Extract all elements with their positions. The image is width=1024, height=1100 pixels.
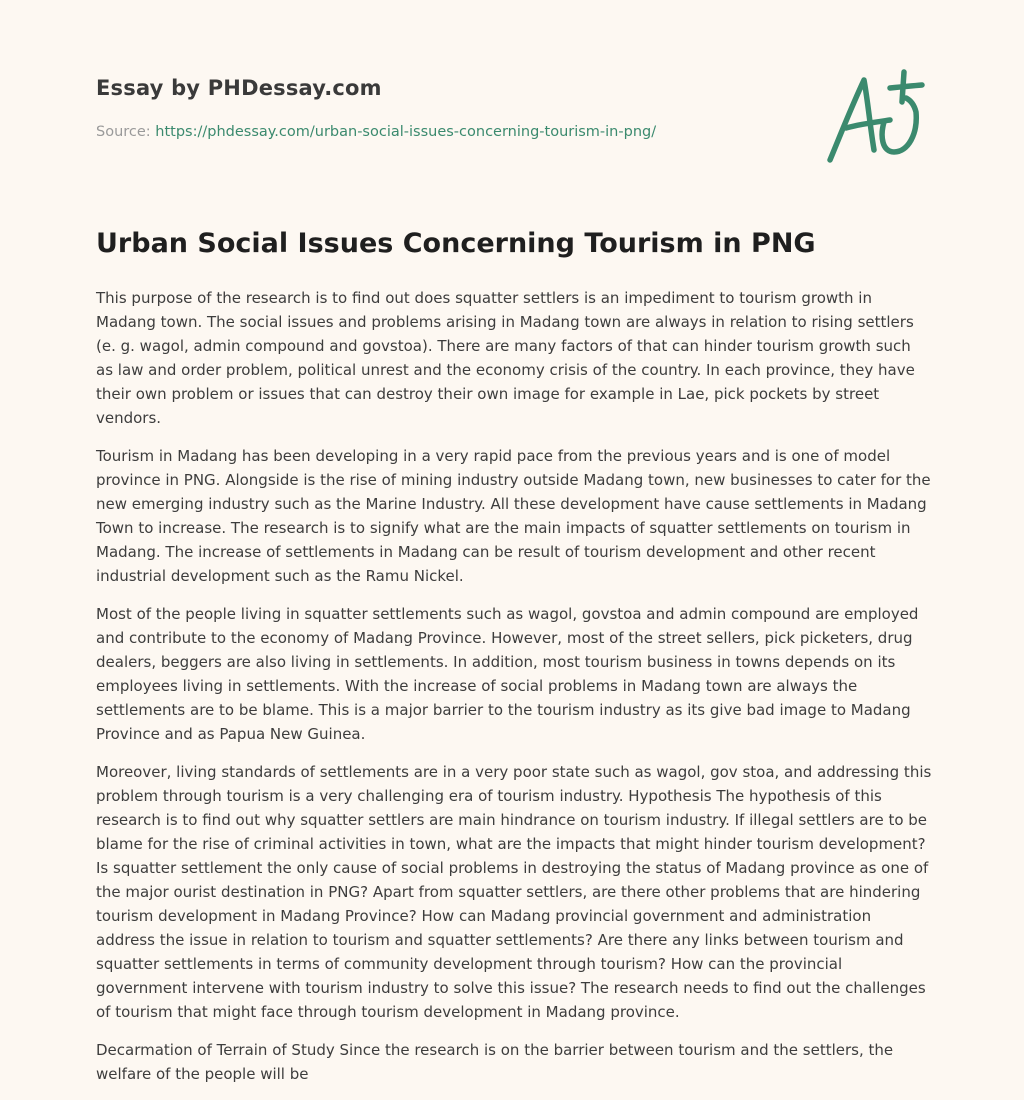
essay-paragraph: Decarmation of Terrain of Study Since the research is on the barrier between tourism and the settlers, the welfare of the people will be — [96, 1041, 894, 1083]
brand-name: Essay by PHDessay.com — [96, 76, 382, 100]
essay-paragraph: Moreover, living standards of settlements are in a very poor state such as wagol, gov stoa, and addressing this problem through tourism is a very challenging era of tourism industry. Hypothesis The hypothesis of this research is to find out why squatter settlers are main hindrance on tourism industry. If illegal settlers are to be blame for the rise of criminal activities in town, what are the impacts that might hinder tourism development? Is squatter settlement the only cause of social problems in destroying the status of Madang province as one of the major ourist destination in PNG? Apart from squatter settlers, are there other problems that are hindering tourism development in Madang Province? How can Madang provincial government and administration address the issue in relation to tourism and squatter settlements? Are there any links between tourism and squatter settlements in terms of community development through tourism? How can the provincial government intervene with tourism industry to solve this issue? The research needs to find out the challenges of tourism that might face through tourism development in Madang province. — [96, 763, 932, 1021]
page-header — [96, 0, 928, 180]
essay-paragraph: Most of the people living in squatter settlements such as wagol, govstoa and admin compound are employed and contribute to the economy of Madang Province. However, most of the street sellers, pick picketers, drug dealers, beggers are also living in settlements. In addition, most tourism business in towns depends on its employees living in settlements. With the increase of social problems in Madang town are always the settlements are to be blame. This is a major barrier to the tourism industry as its give bad image to Madang Province and as Papua New Guinea. — [96, 605, 919, 743]
source-label: Source: — [96, 124, 156, 140]
essay-paragraph: This purpose of the research is to find out does squatter settlers is an impediment to tourism growth in Madang town. The social issues and problems arising in Madang town are always in relation to rising settlers (e. g. wagol, admin compound and govstoa). There are many factors of that can hinder tourism growth such as law and order problem, political unrest and the economy crisis of the country. In each province, they have their own problem or issues that can destroy their own image for example in Lae, pick pockets by street vendors. — [96, 289, 915, 427]
source-line — [96, 124, 656, 140]
essay-body — [96, 286, 932, 1100]
a-plus-logo-icon — [824, 66, 928, 166]
essay-title: Urban Social Issues Concerning Tourism in PNG — [96, 228, 816, 259]
essay-paragraph: Tourism in Madang has been developing in a very rapid pace from the previous years and is one of model province in PNG. Alongside is the rise of mining industry outside Madang town, new businesses to cater for the new emerging industry such as the Marine Industry. All these development have cause settlements in Madang Town to increase. The research is to signify what are the main impacts of squatter settlements on tourism in Madang. The increase of settlements in Madang can be result of tourism development and other recent industrial development such as the Ramu Nickel. — [96, 447, 931, 585]
source-link[interactable]: https://phdessay.com/urban-social-issues-concerning-tourism-in-png/ — [155, 124, 657, 140]
